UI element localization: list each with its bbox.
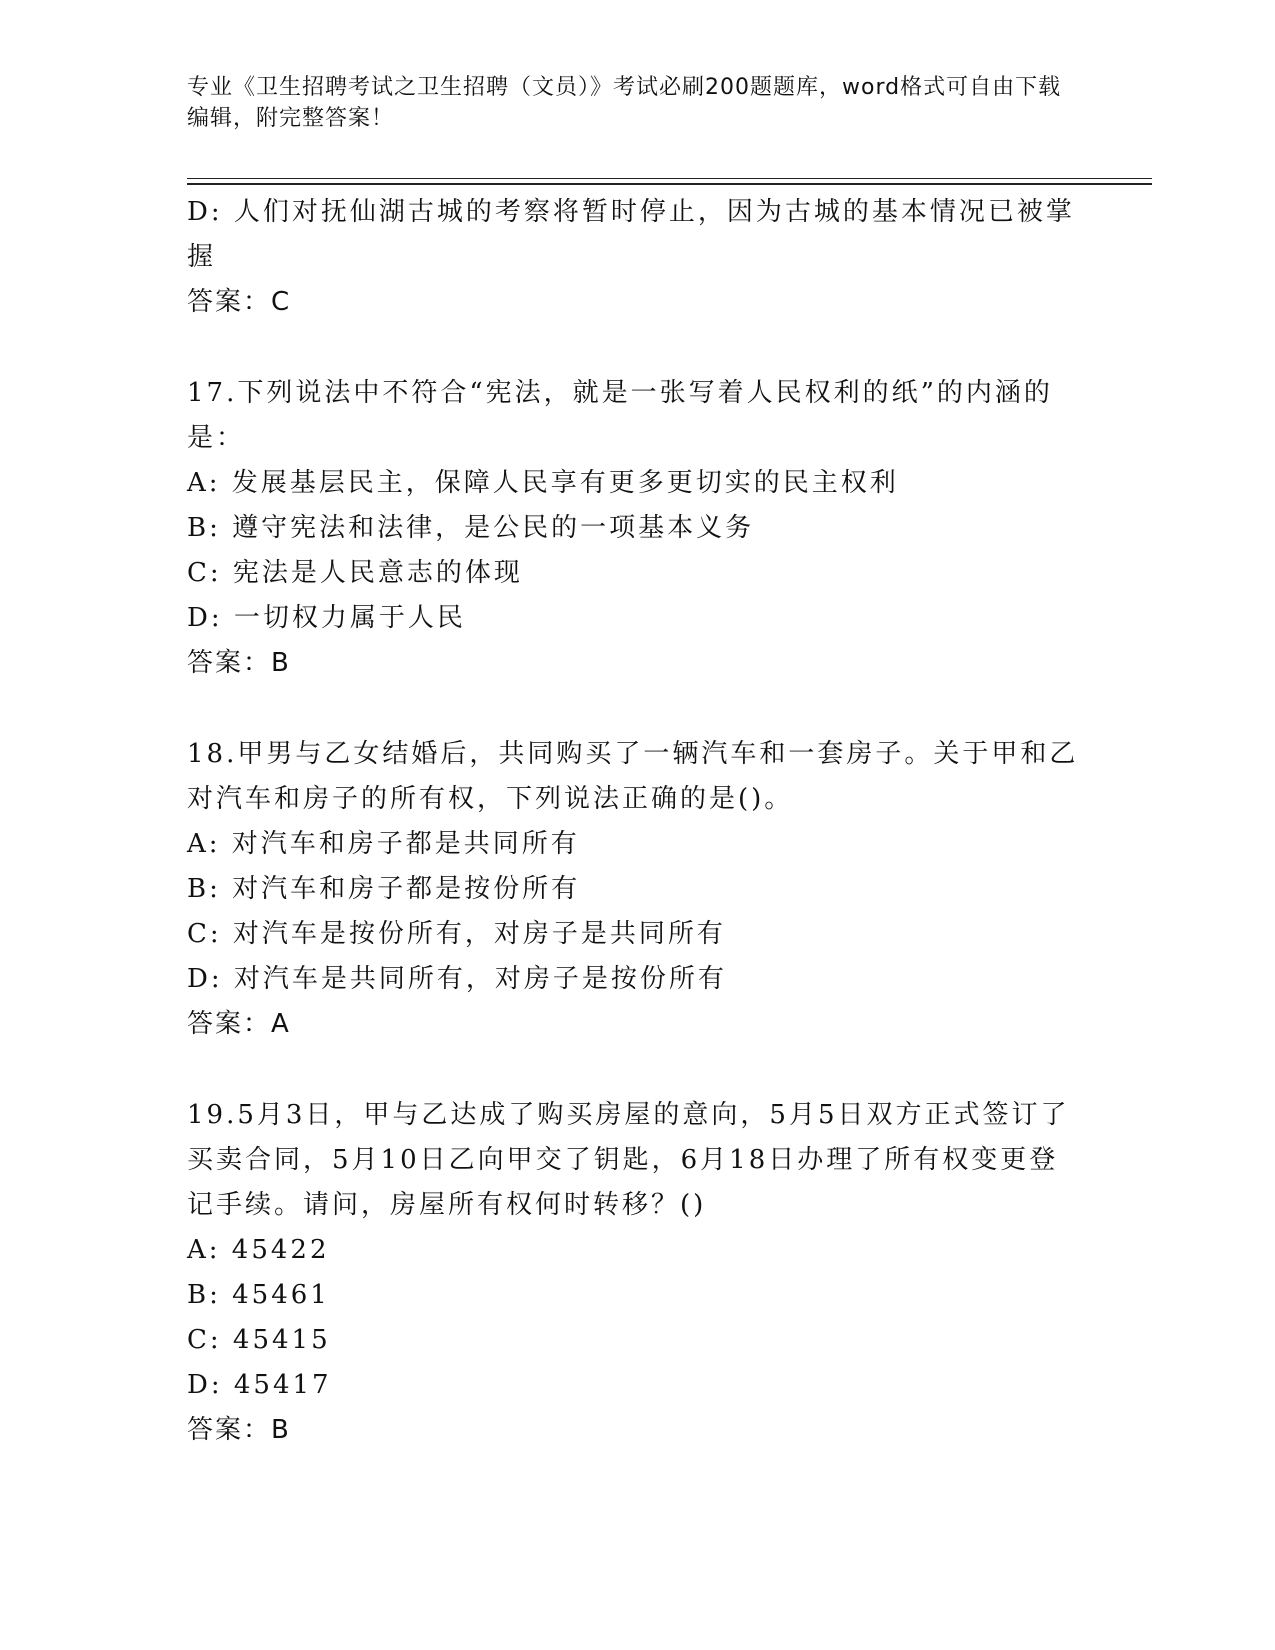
option-c: C: 对汽车是按份所有，对房子是共同所有: [187, 919, 726, 949]
document-header: 专业《卫生招聘考试之卫生招聘（文员）》考试必刷200题题库，word格式可自由下载编辑，附完整答案！: [187, 75, 1062, 131]
answer: 答案：C: [187, 287, 292, 317]
answer: 答案：A: [187, 1009, 291, 1039]
option-a: A: 发展基层民主，保障人民享有更多更切实的民主权利: [187, 468, 899, 498]
question-stem: 18.甲男与乙女结婚后，共同购买了一辆汽车和一套房子。关于甲和乙对汽车和房子的所有权，下列说法正确的是()。: [187, 739, 1079, 814]
spacer: [187, 1047, 1087, 1093]
option-d: D: 对汽车是共同所有，对房子是按份所有: [187, 964, 727, 994]
prev-question: [187, 190, 1087, 325]
option-d: D: 人们对抚仙湖古城的考察将暂时停止，因为古城的基本情况已被掌握: [187, 197, 1075, 272]
header-rule-thick: [187, 183, 1152, 185]
option-c: C: 宪法是人民意志的体现: [187, 558, 523, 588]
spacer: [187, 325, 1087, 371]
question-stem: 17.下列说法中不符合“宪法，就是一张写着人民权利的纸”的内涵的是：: [187, 378, 1053, 453]
option-d: D: 一切权力属于人民: [187, 603, 466, 633]
spacer: [187, 686, 1087, 732]
question-18: [187, 732, 1087, 1047]
option-c: C: 45415: [187, 1325, 331, 1355]
option-d: D: 45417: [187, 1370, 332, 1400]
answer: 答案：B: [187, 648, 291, 678]
option-a: A: 对汽车和房子都是共同所有: [187, 829, 580, 859]
question-stem: 19.5月3日，甲与乙达成了购买房屋的意向，5月5日双方正式签订了买卖合同，5月10日乙向甲交了钥匙，6月18日办理了所有权变更登记手续。请问，房屋所有权何时转移？(): [187, 1100, 1070, 1220]
document-body: [187, 190, 1087, 1453]
question-19: [187, 1093, 1087, 1453]
question-17: [187, 371, 1087, 686]
option-b: B: 对汽车和房子都是按份所有: [187, 874, 581, 904]
header-rule-thin: [187, 178, 1152, 179]
option-b: B: 45461: [187, 1280, 330, 1310]
option-b: B: 遵守宪法和法律，是公民的一项基本义务: [187, 513, 755, 543]
option-a: A: 45422: [187, 1235, 330, 1265]
answer: 答案：B: [187, 1415, 291, 1445]
